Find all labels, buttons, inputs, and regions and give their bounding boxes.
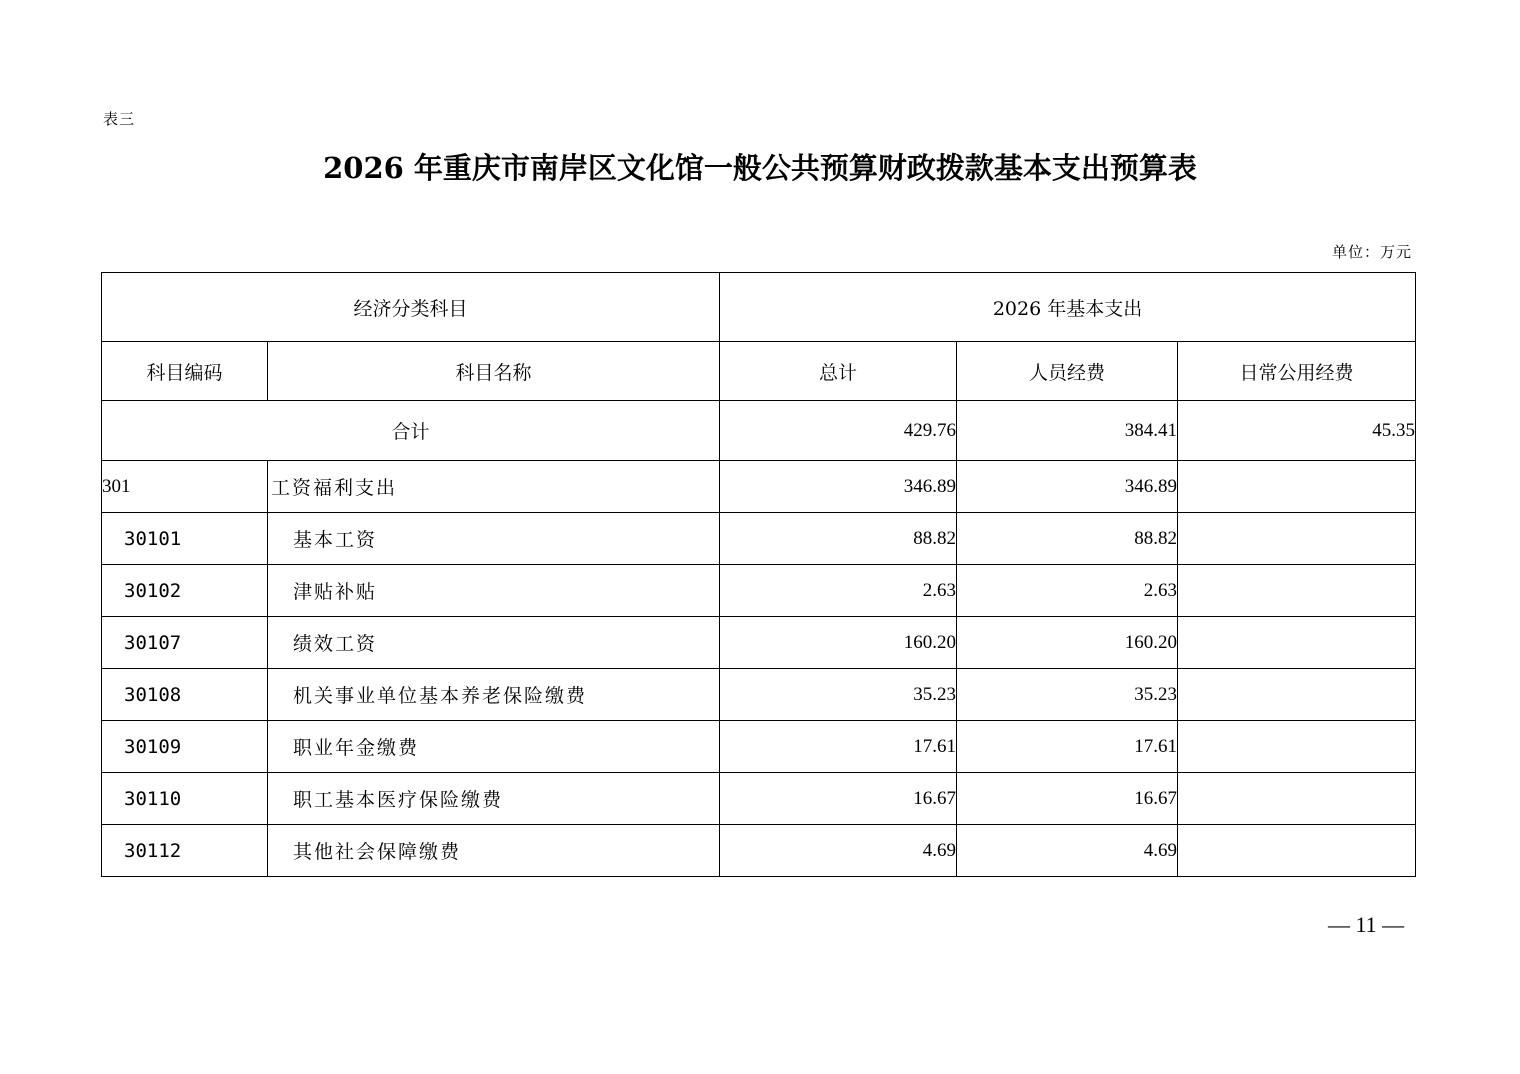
row-public bbox=[1178, 461, 1416, 513]
row-public bbox=[1178, 669, 1416, 721]
econ-category-header: 经济分类科目 bbox=[102, 273, 720, 342]
column-header-personnel: 人员经费 bbox=[957, 342, 1178, 401]
unit-label: 单位：万元 bbox=[1331, 243, 1412, 261]
row-public bbox=[1178, 565, 1416, 617]
row-personnel: 346.89 bbox=[957, 461, 1178, 513]
table-row bbox=[102, 565, 1416, 617]
row-personnel: 2.63 bbox=[957, 565, 1178, 617]
budget-table bbox=[101, 272, 1416, 877]
table-row bbox=[102, 825, 1416, 877]
row-personnel: 160.20 bbox=[957, 617, 1178, 669]
row-code: 301 bbox=[102, 461, 268, 513]
column-header-name: 科目名称 bbox=[268, 342, 720, 401]
group-header-row bbox=[102, 273, 1416, 342]
table-row bbox=[102, 721, 1416, 773]
row-total: 35.23 bbox=[720, 669, 957, 721]
row-public bbox=[1178, 513, 1416, 565]
row-personnel: 17.61 bbox=[957, 721, 1178, 773]
row-name: 基本工资 bbox=[268, 513, 720, 565]
row-name: 职工基本医疗保险缴费 bbox=[268, 773, 720, 825]
table-row bbox=[102, 461, 1416, 513]
column-header-code: 科目编码 bbox=[102, 342, 268, 401]
row-name: 职业年金缴费 bbox=[268, 721, 720, 773]
row-code: 30110 bbox=[102, 773, 268, 825]
total-public: 45.35 bbox=[1178, 401, 1416, 461]
row-name: 工资福利支出 bbox=[268, 461, 720, 513]
row-code: 30109 bbox=[102, 721, 268, 773]
total-row bbox=[102, 401, 1416, 461]
table-label: 表三 bbox=[103, 110, 136, 128]
column-header-row bbox=[102, 342, 1416, 401]
row-total: 2.63 bbox=[720, 565, 957, 617]
row-total: 16.67 bbox=[720, 773, 957, 825]
basic-expenditure-header: 2026 年基本支出 bbox=[720, 273, 1416, 342]
row-total: 88.82 bbox=[720, 513, 957, 565]
row-total: 346.89 bbox=[720, 461, 957, 513]
row-name: 其他社会保障缴费 bbox=[268, 825, 720, 877]
row-name: 绩效工资 bbox=[268, 617, 720, 669]
row-code: 30101 bbox=[102, 513, 268, 565]
row-personnel: 16.67 bbox=[957, 773, 1178, 825]
page-number: — 11 — bbox=[1328, 912, 1405, 937]
table-row bbox=[102, 513, 1416, 565]
row-code: 30107 bbox=[102, 617, 268, 669]
row-personnel: 35.23 bbox=[957, 669, 1178, 721]
table-row bbox=[102, 617, 1416, 669]
row-public bbox=[1178, 825, 1416, 877]
table-row bbox=[102, 773, 1416, 825]
row-name: 津贴补贴 bbox=[268, 565, 720, 617]
row-total: 160.20 bbox=[720, 617, 957, 669]
row-personnel: 4.69 bbox=[957, 825, 1178, 877]
row-name: 机关事业单位基本养老保险缴费 bbox=[268, 669, 720, 721]
total-sum: 429.76 bbox=[720, 401, 957, 461]
row-public bbox=[1178, 617, 1416, 669]
row-personnel: 88.82 bbox=[957, 513, 1178, 565]
row-total: 4.69 bbox=[720, 825, 957, 877]
row-code: 30108 bbox=[102, 669, 268, 721]
row-public bbox=[1178, 773, 1416, 825]
table-row bbox=[102, 669, 1416, 721]
page-title: 2026 年重庆市南岸区文化馆一般公共预算财政拨款基本支出预算表 bbox=[323, 151, 1197, 185]
total-personnel: 384.41 bbox=[957, 401, 1178, 461]
row-code: 30112 bbox=[102, 825, 268, 877]
column-header-public: 日常公用经费 bbox=[1178, 342, 1416, 401]
row-code: 30102 bbox=[102, 565, 268, 617]
column-header-total: 总计 bbox=[720, 342, 957, 401]
row-total: 17.61 bbox=[720, 721, 957, 773]
total-label: 合计 bbox=[102, 401, 720, 461]
row-public bbox=[1178, 721, 1416, 773]
